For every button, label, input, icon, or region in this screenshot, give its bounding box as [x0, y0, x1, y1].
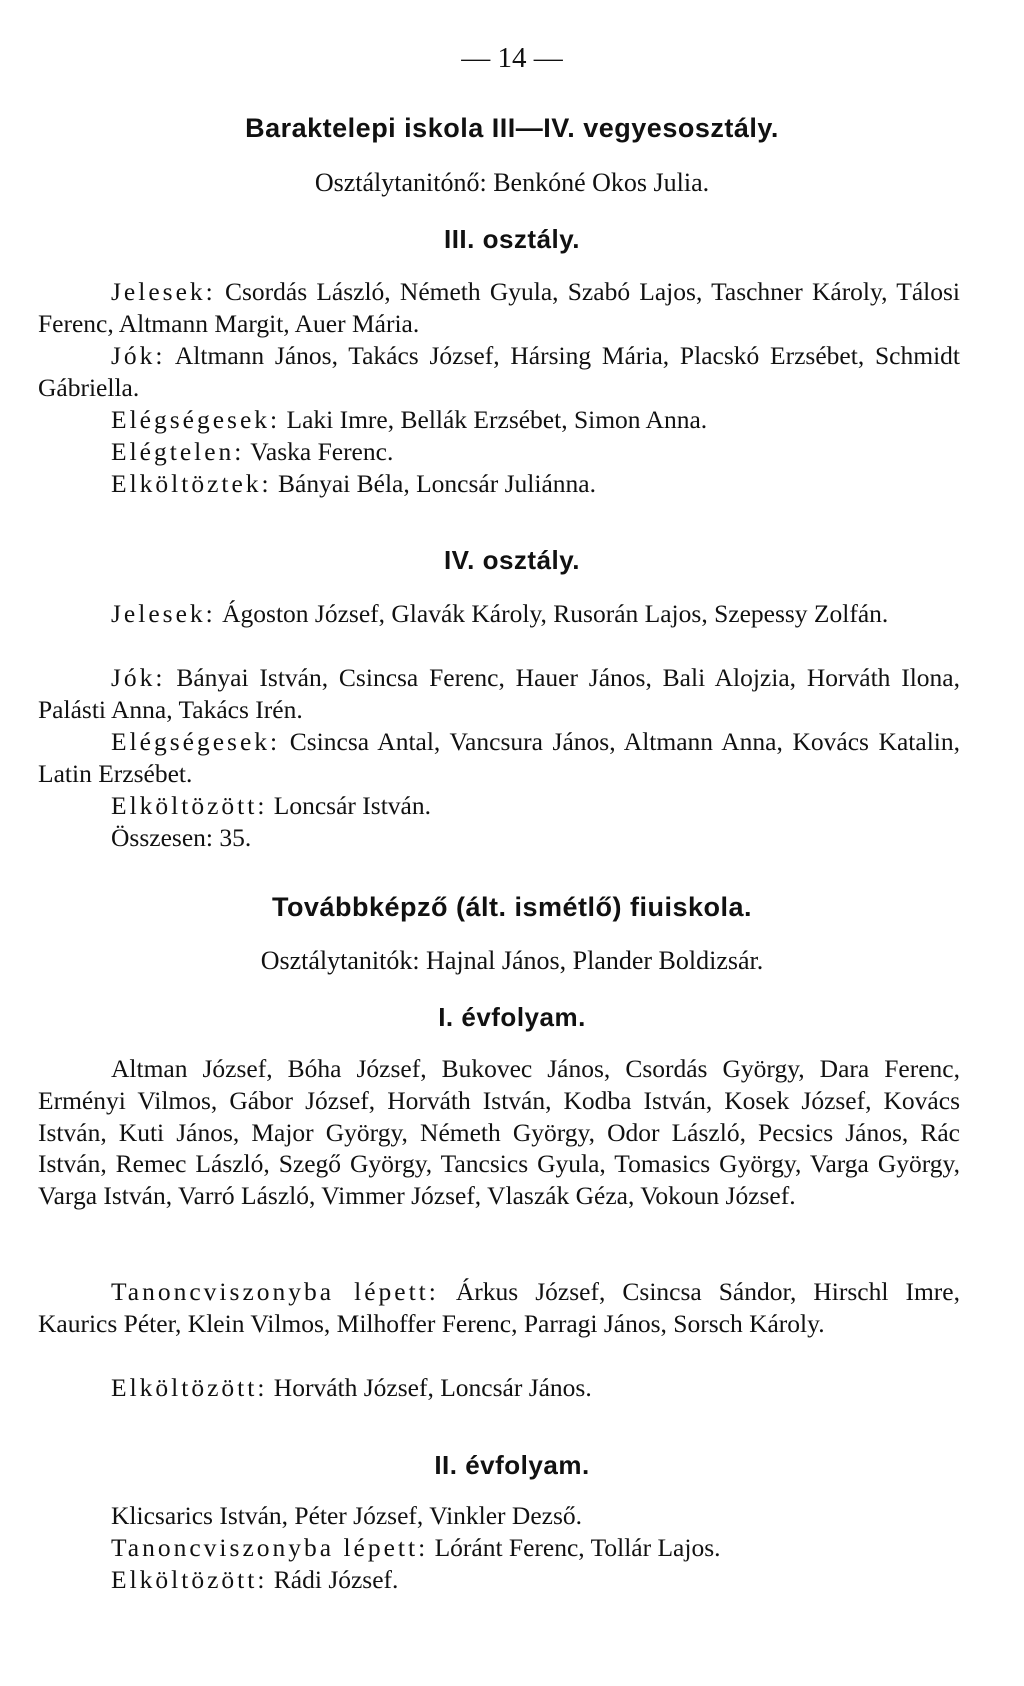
year1-tanonc	[38, 1276, 960, 1340]
tanonc-label: Tanoncviszonyba lépett:	[111, 1533, 429, 1562]
class3-elegtelen	[38, 436, 960, 468]
year2-heading: II. évfolyam.	[434, 1450, 590, 1480]
jelesek-names: Csordás László, Németh Gyula, Szabó Lajos, Taschner Károly, Tálosi Ferenc, Altmann Margit, Auer Mária.	[38, 277, 960, 338]
elegsegesek-names: Laki Imre, Bellák Erzsébet, Simon Anna.	[280, 405, 708, 434]
elkoltozott-label: Elköltözött:	[111, 1565, 268, 1594]
class3-elkoltoztek	[38, 468, 960, 500]
class4-elkoltozott	[38, 790, 960, 822]
class3-heading: III. osztály.	[443, 224, 581, 254]
jelesek-label: Jelesek:	[111, 277, 216, 306]
class-teacher-line: Osztálytanitónő: Benkóné Okos Julia.	[314, 168, 710, 197]
page-number: — 14 —	[461, 42, 563, 74]
jok-label: Jók:	[111, 663, 166, 692]
section-title-baraktelepi: Baraktelepi iskola III—IV. vegyesosztály.	[245, 113, 779, 143]
jok-names: Bányai István, Csincsa Ferenc, Hauer János, Bali Alojzia, Horváth Ilona, Palásti Anna, Takács Irén.	[38, 663, 960, 724]
tanonc-label: Tanoncviszonyba lépett:	[111, 1277, 439, 1306]
year1-elkoltozott	[38, 1372, 960, 1404]
class3-elegsegesek	[38, 404, 960, 436]
elegsegesek-label: Elégségesek:	[111, 727, 281, 756]
year2-students: Klicsarics István, Péter József, Vinkler Dezső.	[111, 1501, 583, 1530]
elegsegesek-names: Csincsa Antal, Vancsura János, Altmann Anna, Kovács Katalin, Latin Erzsébet.	[38, 727, 960, 788]
class3-jok	[38, 340, 960, 404]
class4-heading: IV. osztály.	[443, 545, 581, 575]
jok-names: Altmann János, Takács József, Hársing Mária, Placskó Erzsébet, Schmidt Gábriella.	[38, 341, 960, 402]
elkoltozott-names: Rádi József.	[267, 1565, 399, 1594]
class-teachers-line: Osztálytanitók: Hajnal János, Plander Boldizsár.	[260, 946, 764, 975]
elkoltozott-label: Elköltözött:	[111, 1373, 268, 1402]
elegtelen-names: Vaska Ferenc.	[244, 437, 394, 466]
year2-tanonc	[38, 1532, 960, 1564]
elkoltoztek-names: Bányai Béla, Loncsár Juliánna.	[271, 469, 596, 498]
tanonc-names: Árkus József, Csincsa Sándor, Hirschl Imre, Kaurics Péter, Klein Vilmos, Milhoffer Ferenc, Parragi János, Sorsch Károly.	[38, 1277, 960, 1338]
elkoltoztek-label: Elköltöztek:	[111, 469, 272, 498]
class3-jelesek	[38, 276, 960, 340]
year1-students: Altman József, Bóha József, Bukovec János, Csordás György, Dara Ferenc, Erményi Vilmos, Gábor József, Horváth István, Kodba István, Kosek József, Kovács István, Kuti János, Major György, Németh György, Odor László, Pecsics János, Rác István, Remec László, Szegő György, Tancsics Gyula, Tomasics György, Varga György, Varga István, Varró László, Vimmer József, Vlaszák Géza, Vokoun József.	[38, 1054, 960, 1211]
class4-jok	[38, 662, 960, 726]
section-title-tovabbkepzo: Továbbképző (ált. ismétlő) fiuiskola.	[271, 892, 753, 922]
year2-elkoltozott	[38, 1564, 960, 1596]
elegtelen-label: Elégtelen:	[111, 437, 245, 466]
class4-total: Összesen: 35.	[111, 823, 252, 852]
jelesek-label: Jelesek:	[111, 599, 216, 628]
elegsegesek-label: Elégségesek:	[111, 405, 281, 434]
jok-label: Jók:	[111, 341, 166, 370]
year1-heading: I. évfolyam.	[438, 1002, 586, 1032]
class4-jelesek	[38, 598, 960, 630]
elkoltozott-names: Loncsár István.	[267, 791, 431, 820]
tanonc-names: Lóránt Ferenc, Tollár Lajos.	[428, 1533, 721, 1562]
elkoltozott-label: Elköltözött:	[111, 791, 268, 820]
elkoltozott-names: Horváth József, Loncsár János.	[267, 1373, 592, 1402]
class4-elegsegesek	[38, 726, 960, 790]
jelesek-names: Ágoston József, Glavák Károly, Rusorán Lajos, Szepessy Zolfán.	[215, 599, 889, 628]
